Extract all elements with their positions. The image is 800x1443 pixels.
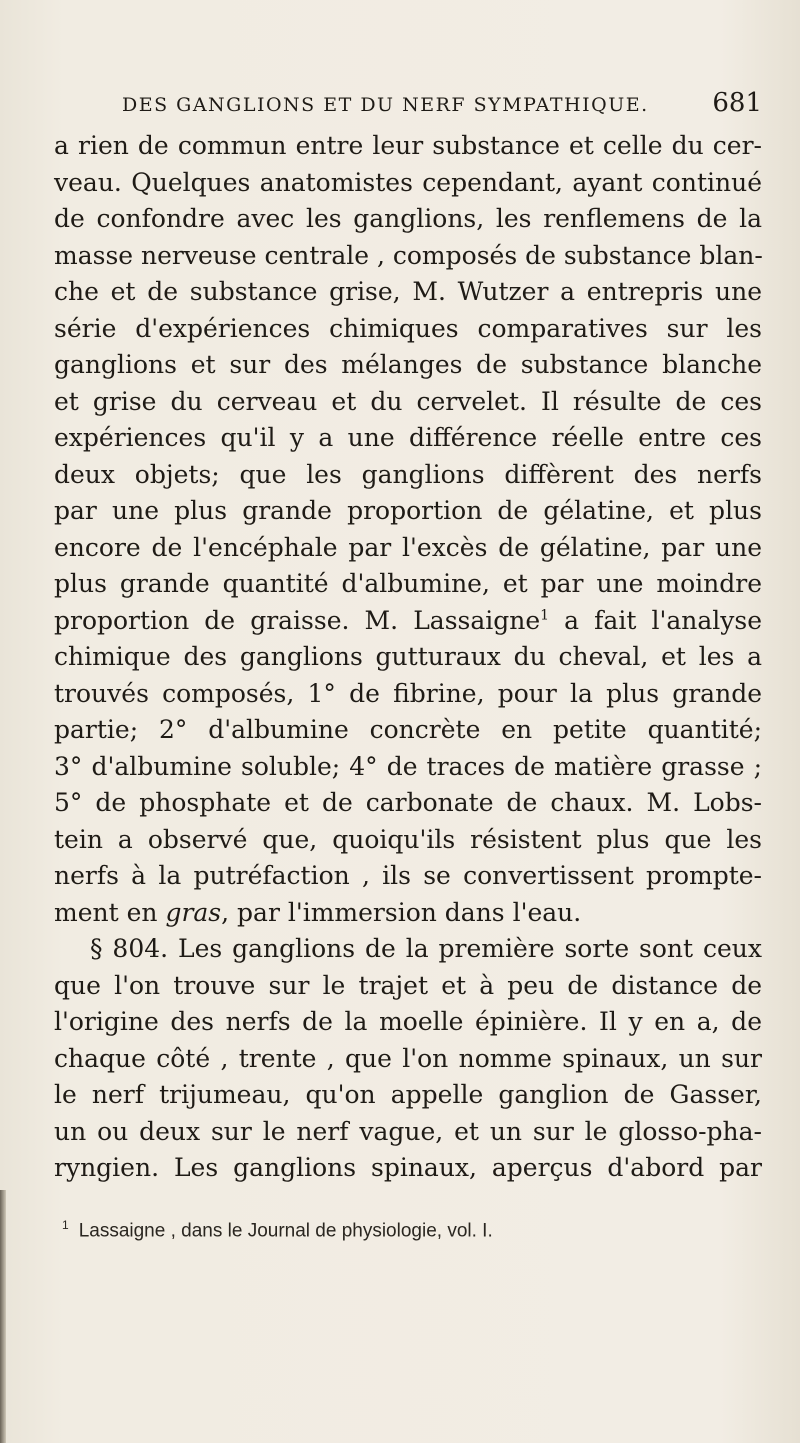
text-line: chimique des ganglions gutturaux du cheval, et les a: [54, 642, 762, 671]
text-line: chaque côté , trente , que l'on nomme spinaux, un sur: [54, 1043, 762, 1073]
text-line: ganglions et sur des mélanges de substance blanche: [54, 350, 762, 379]
text-line: par une plus grande proportion de gélatine, et plus: [54, 496, 762, 525]
text-line: 3° d'albumine soluble; 4° de traces de matière grasse ;: [54, 751, 762, 781]
footnote-mark: 1: [62, 1218, 69, 1232]
text-line: le nerf trijumeau, qu'on appelle ganglion de Gasser,: [54, 1080, 762, 1109]
footnote-text: Lassaigne , dans le Journal de physiologie, vol. I.: [78, 1220, 493, 1242]
text-line: l'origine des nerfs de la moelle épinière. Il y en a, de: [54, 1007, 762, 1036]
text-line-with-italic: [54, 895, 762, 932]
italic-term: gras: [165, 897, 222, 927]
page-number: 681: [712, 88, 762, 118]
text-line: masse nerveuse centrale , composés de substance blan-: [54, 240, 763, 270]
text-fragment: proportion de graisse. M. Lassaigne: [54, 605, 541, 635]
footnote: [62, 1218, 762, 1242]
text-line: expériences qu'il y a une différence réelle entre ces: [54, 423, 762, 452]
text-line: a rien de commun entre leur substance et celle du cer-: [54, 131, 762, 160]
text-line-with-footnote-ref: [54, 603, 762, 640]
text-line: che et de substance grise, M. Wutzer a entrepris une: [54, 277, 762, 306]
text-fragment: ment en: [54, 897, 166, 927]
body-text: [54, 128, 762, 1187]
paragraph-start-line: § 804. Les ganglions de la première sorte sont ceux: [90, 934, 762, 963]
text-line: partie; 2° d'albumine concrète en petite quantité;: [54, 715, 762, 744]
footnote-reference[interactable]: 1: [540, 607, 550, 624]
text-line: encore de l'encéphale par l'excès de gélatine, par une: [54, 532, 762, 562]
running-title: DES GANGLIONS ET DU NERF SYMPATHIQUE.: [122, 94, 649, 116]
text-line: et grise du cerveau et du cervelet. Il résulte de ces: [54, 386, 762, 416]
text-line: trouvés composés, 1° de fibrine, pour la plus grande: [54, 678, 762, 708]
text-line: ryngien. Les ganglions spinaux, aperçus d'abord par: [54, 1153, 762, 1182]
text-line: tein a observé que, quoiqu'ils résistent plus que les: [54, 824, 762, 854]
page-binding-shadow: [0, 1190, 6, 1443]
text-fragment: a fait l'analyse: [549, 605, 762, 635]
text-line: que l'on trouve sur le trajet et à peu de distance de: [54, 970, 762, 1000]
text-line: deux objets; que les ganglions diffèrent des nerfs: [54, 459, 762, 489]
text-line: nerfs à la putréfaction , ils se convertissent prompte-: [54, 861, 762, 890]
text-line: 5° de phosphate et de carbonate de chaux. M. Lobs-: [54, 788, 762, 817]
text-line: de confondre avec les ganglions, les renflemens de la: [54, 204, 762, 233]
text-fragment: , par l'immersion dans l'eau.: [221, 897, 582, 927]
text-line: veau. Quelques anatomistes cependant, ayant continué: [54, 167, 762, 197]
text-line: série d'expériences chimiques comparatives sur les: [54, 313, 762, 343]
text-line: plus grande quantité d'albumine, et par une moindre: [54, 569, 762, 598]
text-line: un ou deux sur le nerf vague, et un sur le glosso-pha-: [54, 1116, 762, 1146]
running-header: [122, 88, 762, 118]
